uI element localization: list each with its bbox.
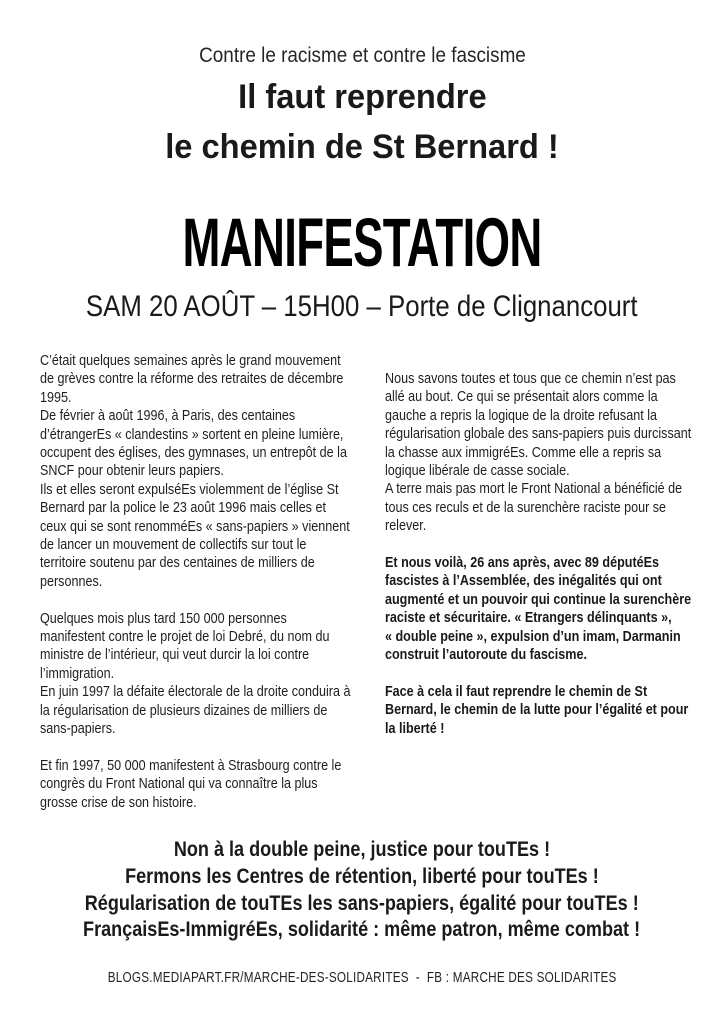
event-details-text: SAM 20 AOÛT – 15H00 – Porte de Clignancourt (86, 290, 638, 323)
slogans-block (0, 836, 724, 943)
title-line-1: Il faut reprendre (237, 78, 487, 116)
right-column (385, 370, 698, 738)
event-title (0, 203, 724, 283)
slogan-line-4: FrançaisEs-ImmigréEs, solidarité : même patron, même combat ! (83, 917, 641, 942)
left-paragraph-6: Et fin 1997, 50 000 manifestent à Strasbourg contre le congrès du Front National qui va connaître la plus grosse crise de son histoire. (40, 757, 342, 811)
right-paragraph-4: Face à cela il faut reprendre le chemin de St Bernard, le chemin de la lutte pour l’égalité et pour la liberté ! (385, 683, 689, 737)
event-title-text: MANIFESTATION (182, 204, 542, 281)
slogan-line-3: Régularisation de touTEs les sans-papiers, égalité pour touTEs ! (85, 890, 639, 915)
slogan-line-2: Fermons les Centres de rétention, liberté pour touTEs ! (125, 863, 599, 888)
left-column (40, 352, 353, 812)
footer-text: BLOGS.MEDIAPART.FR/MARCHE-DES-SOLIDARITES - FB : MARCHE DES SOLIDARITES (107, 969, 617, 986)
title-line-2: le chemin de St Bernard ! (165, 128, 559, 166)
left-paragraph-2: De février à août 1996, à Paris, des centaines d’étrangerEs « clandestins » sortent en pleine lumière, occupent des églises, des gymnases, un entrepôt de la SNCF pour obtenir leurs papiers. (40, 408, 347, 480)
right-paragraph-2: A terre mais pas mort le Front National a bénéficié de tous ces reculs et de la surenchère raciste pour se relever. (385, 481, 683, 535)
tagline-text: Contre le racisme et contre le fascisme (198, 44, 526, 67)
left-paragraph-3: Ils et elles seront expulséEs violemment de l’église St Bernard par la police le 23 août 1996 mais celles et ceux qui se sont renomméEs « sans-papiers » viennent de lancer un mouvement de collectifs sur tout le territoire soutenu par des centaines de milliers de personnes. (40, 481, 350, 590)
event-details (0, 286, 724, 328)
left-paragraph-4: Quelques mois plus tard 150 000 personnes manifestent contre le projet de loi Debré, du nom du ministre de l’intérieur, qui veut durcir la loi contre l’immigration. (40, 610, 330, 682)
left-paragraph-1: C’était quelques semaines après le grand mouvement de grèves contre la réforme des retraites de décembre 1995. (40, 353, 344, 406)
main-title (0, 72, 724, 172)
right-paragraph-1: Nous savons toutes et tous que ce chemin n’est pas allé au bout. Ce qui se présentait alors comme la gauche a repris la logique de la droite refusant la régularisation globale des sans-papiers puis durcissant la chasse aux immigréEs. Comme elle a repris sa logique libérale de casse sociale. (385, 371, 692, 480)
left-paragraph-5: En juin 1997 la défaite électorale de la droite conduira à la régularisation de plusieurs dizaines de milliers de sans-papiers. (40, 684, 351, 738)
slogan-line-1: Non à la double peine, justice pour touTEs ! (173, 837, 551, 861)
footer (0, 968, 724, 987)
right-paragraph-3: Et nous voilà, 26 ans après, avec 89 députéEs fascistes à l’Assemblée, des inégalités qui ont augmenté et un pouvoir qui continue la surenchère raciste et sécuritaire. « Etrangers délinquants », « double peine », expulsion d’un imam, Darmanin construit l’autoroute du fascisme. (385, 555, 692, 664)
tagline (0, 42, 724, 70)
